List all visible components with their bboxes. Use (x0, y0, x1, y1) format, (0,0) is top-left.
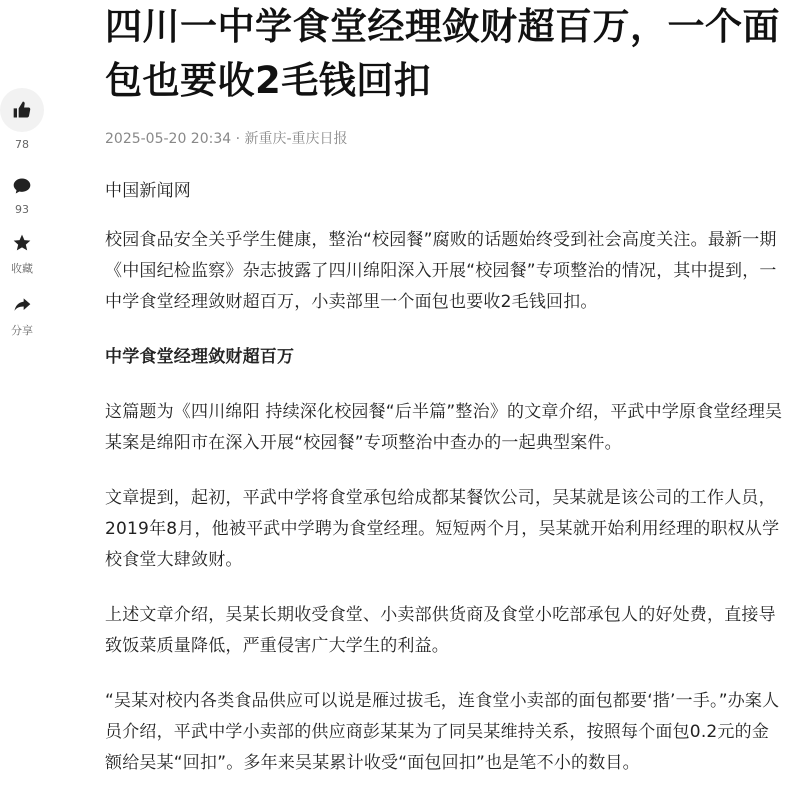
article-body (105, 176, 785, 779)
article-meta: 2025-05-20 20:34 · 新重庆-重庆日报 (105, 131, 348, 147)
article-action-sidebar (0, 88, 44, 338)
comment-icon (12, 176, 32, 196)
favorite-button[interactable] (11, 232, 33, 276)
share-icon (12, 295, 32, 315)
like-button[interactable] (0, 88, 44, 151)
share-icon-wrap (11, 294, 33, 316)
comment-count: 93 (15, 203, 29, 216)
article (105, 0, 785, 803)
comment-icon-wrap (11, 175, 33, 197)
star-icon-wrap (11, 232, 33, 254)
article-paragraph: 这篇题为《四川绵阳 持续深化校园餐“后半篇”整治》的文章介绍，平武中学原食堂经理吴某案是绵阳市在深入开展“校园餐”专项整治中查办的一起典型案件。 (105, 402, 783, 453)
star-icon (12, 233, 32, 253)
article-paragraph: 校园食品安全关乎学生健康，整治“校园餐”腐败的话题始终受到社会高度关注。最新一期《中国纪检监察》杂志披露了四川绵阳深入开展“校园餐”专项整治的情况，其中提到，一中学食堂经理敛财超百万，小卖部里一个面包也要收2毛钱回扣。 (105, 230, 777, 312)
share-button[interactable] (11, 294, 33, 338)
article-paragraph: “吴某对校内各类食品供应可以说是雁过拔毛，连食堂小卖部的面包都要‘揩’一手。”办案人员介绍，平武中学小卖部的供应商彭某某为了同吴某维持关系，按照每个面包0.2元的金额给吴某“回扣”。多年来吴某累计收受“面包回扣”也是笔不小的数目。 (105, 691, 780, 773)
comment-button[interactable] (11, 175, 33, 216)
article-subheading: 中学食堂经理敛财超百万 (105, 347, 295, 367)
like-circle (0, 88, 44, 132)
thumbs-up-icon (12, 100, 32, 120)
like-count: 78 (15, 138, 29, 151)
article-paragraph: 文章提到，起初，平武中学将食堂承包给成都某餐饮公司，吴某就是该公司的工作人员，2019年8月，他被平武中学聘为食堂经理。短短两个月，吴某就开始利用经理的职权从学校食堂大肆敛财。 (105, 488, 780, 570)
favorite-label: 收藏 (11, 262, 33, 275)
share-label: 分享 (11, 324, 33, 337)
article-source: 中国新闻网 (105, 181, 191, 201)
article-title: 四川一中学食堂经理敛财超百万，一个面包也要收2毛钱回扣 (105, 5, 780, 102)
article-paragraph: 上述文章介绍，吴某长期收受食堂、小卖部供货商及食堂小吃部承包人的好处费，直接导致饭菜质量降低，严重侵害广大学生的利益。 (105, 605, 776, 656)
